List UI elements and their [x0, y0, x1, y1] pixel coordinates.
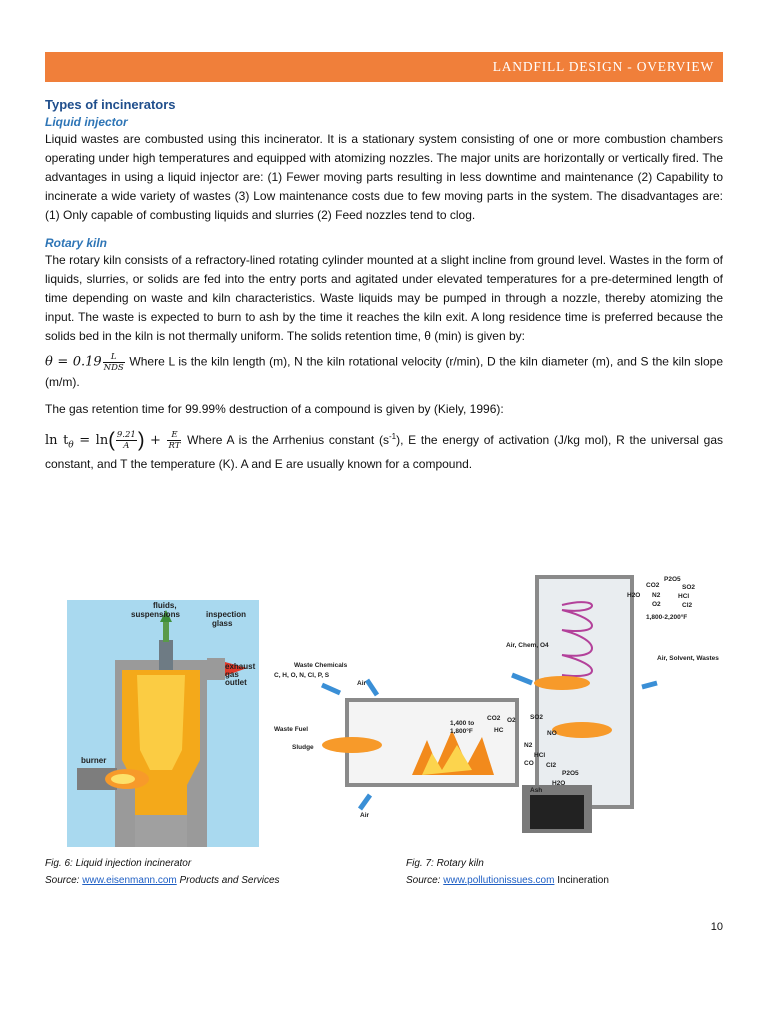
fig2-label-top-temp: 1,800-2,200°F [646, 614, 688, 621]
formula2-eq: = ln [73, 433, 109, 448]
figure2-source-prefix: Source: [406, 875, 444, 886]
page-number: 10 [710, 921, 723, 933]
fig1-label-burner: burner [81, 756, 107, 765]
liquid-injector-heading: Liquid injector [45, 115, 128, 129]
fig1-label-glass: glass [212, 619, 233, 628]
figure2-source-link[interactable]: www.pollutionissues.com [443, 875, 555, 886]
formula2-paragraph: $\ln t_\theta = \ln$( $\frac{9.21}{A}$ ) + $\frac{E}{RT}$ Where A is the Arrhenius constant $(s^{-1})$, E the energy of activation (J/kg mol), R the universal gas constant, and T the temperature (K). A and E are usually known for a compound. [45, 429, 723, 472]
fig1-label-outlet: outlet [225, 678, 247, 687]
fig2-label-top-o2: O2 [652, 601, 661, 608]
formula1-num: L [103, 352, 125, 363]
figure1-source [45, 872, 280, 889]
fig2-label-waste-fuel: Waste Fuel [274, 726, 309, 733]
fig2-label-hc: HC [494, 727, 504, 734]
figure2-caption-block [406, 855, 609, 889]
formula1-lhs: θ = 0.19 [45, 354, 102, 370]
fig2-label-temp1: 1,400 to [450, 720, 475, 727]
fig1-label-exhaust: exhaust [225, 662, 256, 671]
formula2-plus: + [144, 433, 167, 448]
formula2-fraction1 [116, 430, 137, 451]
figure1-caption: Fig. 6: Liquid injection incinerator [45, 858, 192, 869]
fig2-label-top-hcl: HCl [678, 593, 690, 600]
fig2-label-ash: Ash [530, 787, 543, 794]
fig2-label-air-chem: Air, Chem, O4 [506, 642, 549, 649]
fig2-label-o2: O2 [507, 717, 516, 724]
fig2-label-waste-chemicals: Waste Chemicals [294, 662, 348, 669]
formula1-paragraph [45, 352, 723, 392]
formula2-lhs: ln t [45, 433, 69, 448]
fig2-label-cl2: Cl2 [546, 762, 557, 769]
fig2-label-top-p2o5: P2O5 [664, 576, 681, 583]
formula2-sub: θ [68, 440, 74, 451]
rotary-kiln-figure [262, 565, 719, 848]
main-content [45, 97, 723, 474]
header-title: LANDFILL DESIGN - OVERVIEW [492, 59, 714, 74]
fig2-label-p2o5: P2O5 [562, 770, 579, 777]
section-title: Types of incinerators [45, 97, 176, 112]
fig2-label-air-solvent: Air, Solvent, Wastes [657, 655, 719, 662]
figure1-source-link[interactable]: www.eisenmann.com [82, 875, 177, 886]
figure1-caption-block [45, 855, 280, 889]
formula1-fraction [103, 352, 125, 373]
formula2-fraction2 [167, 430, 181, 451]
fig2-label-air-top: Air [357, 680, 367, 687]
gas-retention-text: The gas retention time for 99.99% destruction of a compound is given by (Kiely, 1996): [45, 402, 504, 416]
figure2-source [406, 872, 609, 889]
formula2-text-a: Where A is the Arrhenius constant (s [187, 433, 389, 447]
formula1-text: Where L is the kiln length (m), N the kiln rotational velocity (r/min), D the kiln diameter (m), and S the kiln slope (m/m). [45, 354, 723, 389]
formula2-text-b: ), E the energy of activation (J/kg mol), R the universal gas constant, and T the temperature (K). A and E are usually known for a compound. [45, 433, 723, 472]
figure1-source-suffix: Products and Services [176, 875, 280, 886]
fig1-label-suspensions: suspensions [131, 610, 180, 619]
fig2-label-top-h2o: H2O [627, 592, 641, 599]
fig2-label-no: NO [547, 730, 557, 737]
figure2-source-suffix: Incineration [554, 875, 609, 886]
formula2-num1: 9.21 [116, 430, 136, 441]
liquid-injector-paragraph: Liquid wastes are combusted using this incinerator. It is a stationary system consisting of one or more combustion chambers operating under high temperatures and equipped with atomizing nozzles. The major units are horizontally or vertically fired. The advantages in using a liquid injector are: (1) Fewer moving parts resulting in less downtime and maintenance (2) Capability to incinerate a wide variety of wastes (3) Low maintenance costs due to few moving parts in the system. The disadvantages are: (1) Only capable of combusting liquids and slurries (2) Feed nozzles tend to clog. [45, 132, 723, 222]
formula1-den: NDS [103, 363, 124, 373]
header-bar [45, 52, 723, 82]
fig2-label-co2: CO2 [487, 715, 501, 722]
fig2-label-top-so2: SO2 [682, 584, 696, 591]
fig2-label-top-cl2: Cl2 [682, 602, 693, 609]
fig2-label-hcl: HCl [534, 752, 546, 759]
fig2-label-n2: N2 [524, 742, 533, 749]
fig2-label-top-n2: N2 [652, 592, 661, 599]
fig1-label-inspection: inspection [206, 610, 247, 619]
liquid-injection-figure [67, 600, 259, 847]
fig2-label-sludge: Sludge [292, 744, 314, 751]
fig2-label-air-bottom: Air [360, 812, 370, 819]
formula2-den2: RT [168, 441, 181, 452]
fig2-label-top-co2: CO2 [646, 582, 660, 589]
fig2-label-so2: SO2 [530, 714, 544, 721]
fig2-label-co: CO [524, 760, 534, 767]
fig1-label-fluids: fluids, [153, 601, 177, 610]
fig1-label-gas: gas [225, 670, 239, 679]
formula2-num2: E [167, 430, 181, 441]
figure2-caption: Fig. 7: Rotary kiln [406, 858, 484, 869]
rotary-kiln-heading: Rotary kiln [45, 236, 108, 250]
rotary-kiln-paragraph: The rotary kiln consists of a refractory-lined rotating cylinder mounted at a slight incline from ground level. Wastes in the form of liquids, slurries, or solids are fed into the entry ports and agitated under elevated temperatures for a pre-determined length of time depending on waste and kiln characteristics. Waste liquids may be pumped in through a nozzle, thereby atomizing the input. The waste is expected to burn to ash by the time it reaches the kiln exit. A long residence time is preferred because the solids bed in the kiln is not thermally uniform. The solids retention time, θ (min) is given by: [45, 253, 723, 343]
fig2-label-temp2: 1,800°F [450, 728, 473, 735]
fig2-label-h2o: H2O [552, 780, 566, 787]
formula2-den1: A [123, 441, 130, 452]
formula2-sup: -1 [388, 432, 397, 441]
figure1-source-prefix: Source: [45, 875, 83, 886]
fig2-label-elements: C, H, O, N, Cl, P, S [274, 672, 330, 679]
